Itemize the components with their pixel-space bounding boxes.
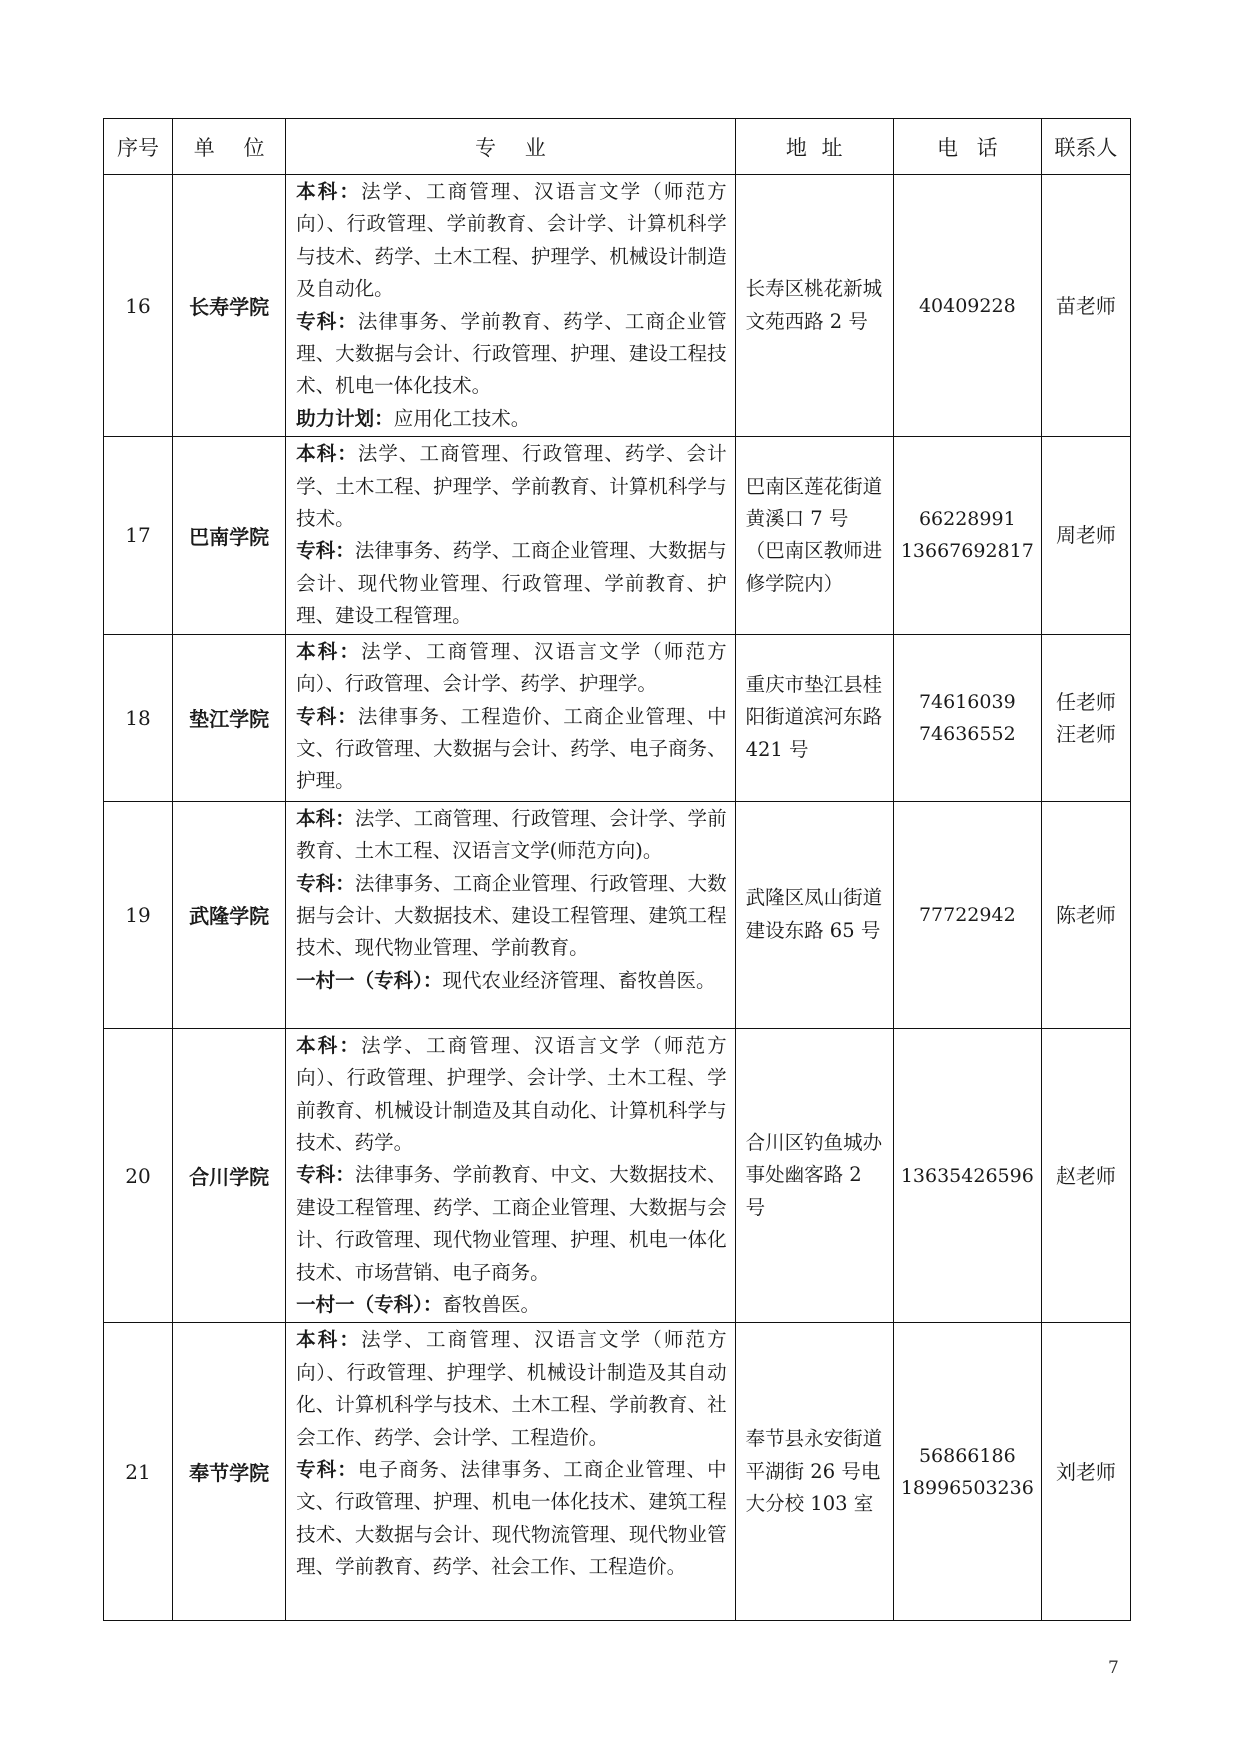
contact-person: 刘老师 xyxy=(1055,1459,1116,1484)
major-label: 本科： xyxy=(296,806,355,830)
major-list: 法学、工商管理、行政管理、药学、会计学、土木工程、护理学、学前教育、计算机科学与技术。 xyxy=(296,442,727,531)
contact-cell xyxy=(1041,801,1130,1028)
header-index: 序号 xyxy=(104,119,173,175)
major-list: 法学、工商管理、汉语言文学（师范方向）、行政管理、学前教育、会计学、计算机科学与技术、药学、土木工程、护理学、机械设计制造及自动化。 xyxy=(296,180,727,301)
table-row xyxy=(104,1323,1131,1621)
major-group-undergraduate xyxy=(296,636,726,701)
major-label: 本科： xyxy=(296,1328,362,1352)
major-group-one-village-one xyxy=(296,1289,726,1321)
row-index: 16 xyxy=(104,175,173,437)
contact-person: 赵老师 xyxy=(1055,1163,1116,1188)
phone-cell xyxy=(893,175,1041,437)
majors-cell xyxy=(286,175,735,437)
phone-number: 66228991 xyxy=(918,508,1016,531)
major-list: 法学、工商管理、汉语言文学（师范方向）、行政管理、护理学、会计学、土木工程、学前教育、机械设计制造及其自动化、计算机科学与技术、药学。 xyxy=(296,1033,727,1154)
table-header-row xyxy=(104,119,1131,175)
phone-number: 40409228 xyxy=(918,294,1016,317)
address-cell: 武隆区凤山街道建设东路 65 号 xyxy=(735,801,893,1028)
page-number: 7 xyxy=(1108,1658,1119,1678)
contact-person: 苗老师 xyxy=(1055,293,1116,318)
unit-name: 武隆学院 xyxy=(173,801,286,1028)
major-list: 法律事务、工商企业管理、行政管理、大数据与会计、大数据技术、建设工程管理、建筑工程技术、现代物业管理、学前教育。 xyxy=(296,871,727,960)
contact-person: 汪老师 xyxy=(1055,721,1116,746)
table-row xyxy=(104,634,1131,801)
major-label: 专科： xyxy=(296,309,358,333)
phone-cell xyxy=(893,437,1041,634)
major-label: 本科： xyxy=(296,442,358,466)
major-label: 专科： xyxy=(296,704,358,728)
contact-person: 周老师 xyxy=(1055,523,1116,548)
major-label: 专科： xyxy=(296,871,355,895)
contact-cell xyxy=(1041,175,1130,437)
major-list: 畜牧兽医。 xyxy=(442,1292,540,1316)
table-row xyxy=(104,1028,1131,1323)
major-list: 法学、工商管理、行政管理、会计学、学前教育、土木工程、汉语言文学(师范方向)。 xyxy=(296,806,727,863)
row-index: 17 xyxy=(104,437,173,634)
unit-name: 长寿学院 xyxy=(173,175,286,437)
major-label: 专科： xyxy=(296,539,355,563)
row-index: 21 xyxy=(104,1323,173,1621)
contact-cell xyxy=(1041,1028,1130,1323)
contact-person: 陈老师 xyxy=(1055,902,1116,927)
address-cell: 奉节县永安街道平湖街 26 号电大分校 103 室 xyxy=(735,1323,893,1621)
phone-cell xyxy=(893,1028,1041,1323)
header-address: 地 址 xyxy=(735,119,893,175)
address-cell: 重庆市垫江县桂阳街道滨河东路 421 号 xyxy=(735,634,893,801)
major-group-junior-college xyxy=(296,701,726,798)
phone-number: 74616039 xyxy=(918,690,1016,713)
table-row xyxy=(104,437,1131,634)
header-contact: 联系人 xyxy=(1041,119,1130,175)
major-label: 本科： xyxy=(296,1033,362,1057)
phone-number: 77722942 xyxy=(918,903,1016,926)
major-list: 电子商务、法律事务、工商企业管理、中文、行政管理、护理、机电一体化技术、建筑工程技术、大数据与会计、现代物流管理、现代物业管理、学前教育、药学、社会工作、工程造价。 xyxy=(296,1457,727,1579)
majors-cell xyxy=(286,1323,735,1621)
table-row xyxy=(104,801,1131,1028)
major-label: 本科： xyxy=(296,180,362,203)
majors-cell xyxy=(286,437,735,634)
phone-number: 56866186 xyxy=(918,1444,1016,1467)
major-group-junior-college xyxy=(296,1454,726,1584)
major-group-junior-college xyxy=(296,535,726,632)
phone-cell xyxy=(893,801,1041,1028)
major-list: 法律事务、学前教育、中文、大数据技术、建设工程管理、药学、工商企业管理、大数据与会计、行政管理、现代物业管理、护理、机电一体化技术、市场营销、电子商务。 xyxy=(296,1163,727,1284)
contact-cell xyxy=(1041,634,1130,801)
contact-cell xyxy=(1041,437,1130,634)
row-index: 19 xyxy=(104,801,173,1028)
major-group-assist-plan xyxy=(296,403,726,435)
address-cell: 合川区钓鱼城办事处幽客路 2 号 xyxy=(735,1028,893,1323)
major-label: 一村一（专科）： xyxy=(296,968,443,992)
table-row xyxy=(104,175,1131,437)
major-label: 一村一（专科）： xyxy=(296,1292,443,1316)
major-group-undergraduate xyxy=(296,438,726,535)
major-list: 法学、工商管理、汉语言文学（师范方向）、行政管理、会计学、药学、护理学。 xyxy=(296,639,727,696)
header-phone: 电 话 xyxy=(893,119,1041,175)
major-list: 法律事务、药学、工商企业管理、大数据与会计、现代物业管理、行政管理、学前教育、护理、建设工程管理。 xyxy=(296,539,727,628)
contact-cell xyxy=(1041,1323,1130,1621)
major-group-junior-college xyxy=(296,306,726,403)
major-group-undergraduate xyxy=(296,1324,726,1454)
major-group-one-village-one xyxy=(296,965,726,997)
major-group-junior-college xyxy=(296,1159,726,1289)
major-group-junior-college xyxy=(296,868,726,965)
majors-cell xyxy=(286,1028,735,1323)
major-label: 专科： xyxy=(296,1457,358,1481)
major-list: 现代农业经济管理、畜牧兽医。 xyxy=(442,968,716,992)
major-label: 专科： xyxy=(296,1163,355,1187)
major-list: 应用化工技术。 xyxy=(393,406,531,430)
row-index: 18 xyxy=(104,634,173,801)
majors-cell xyxy=(286,801,735,1028)
major-group-undergraduate xyxy=(296,1030,726,1160)
majors-cell xyxy=(286,634,735,801)
unit-name: 巴南学院 xyxy=(173,437,286,634)
address-cell: 巴南区莲花街道黄溪口 7 号（巴南区教师进修学院内） xyxy=(735,437,893,634)
major-list: 法律事务、学前教育、药学、工商企业管理、大数据与会计、行政管理、护理、建设工程技术、机电一体化技术。 xyxy=(296,309,727,398)
phone-number: 18996503236 xyxy=(900,1476,1034,1499)
header-major: 专 业 xyxy=(286,119,735,175)
phone-number: 13667692817 xyxy=(900,540,1034,563)
major-group-undergraduate xyxy=(296,176,726,306)
unit-name: 垫江学院 xyxy=(173,634,286,801)
phone-number: 74636552 xyxy=(918,722,1016,745)
contact-person: 任老师 xyxy=(1055,689,1116,714)
major-list: 法学、工商管理、汉语言文学（师范方向）、行政管理、护理学、机械设计制造及其自动化、计算机科学与技术、土木工程、学前教育、社会工作、药学、会计学、工程造价。 xyxy=(296,1328,727,1449)
major-label: 助力计划： xyxy=(296,406,394,430)
header-unit: 单 位 xyxy=(173,119,286,175)
phone-cell xyxy=(893,1323,1041,1621)
phone-cell xyxy=(893,634,1041,801)
major-list: 法律事务、工程造价、工商企业管理、中文、行政管理、大数据与会计、药学、电子商务、护理。 xyxy=(296,704,727,793)
unit-name: 奉节学院 xyxy=(173,1323,286,1621)
major-group-undergraduate xyxy=(296,803,726,868)
phone-number: 13635426596 xyxy=(900,1164,1034,1187)
address-cell: 长寿区桃花新城文苑西路 2 号 xyxy=(735,175,893,437)
college-directory-table xyxy=(103,118,1131,1621)
row-index: 20 xyxy=(104,1028,173,1323)
major-label: 本科： xyxy=(296,639,362,663)
unit-name: 合川学院 xyxy=(173,1028,286,1323)
